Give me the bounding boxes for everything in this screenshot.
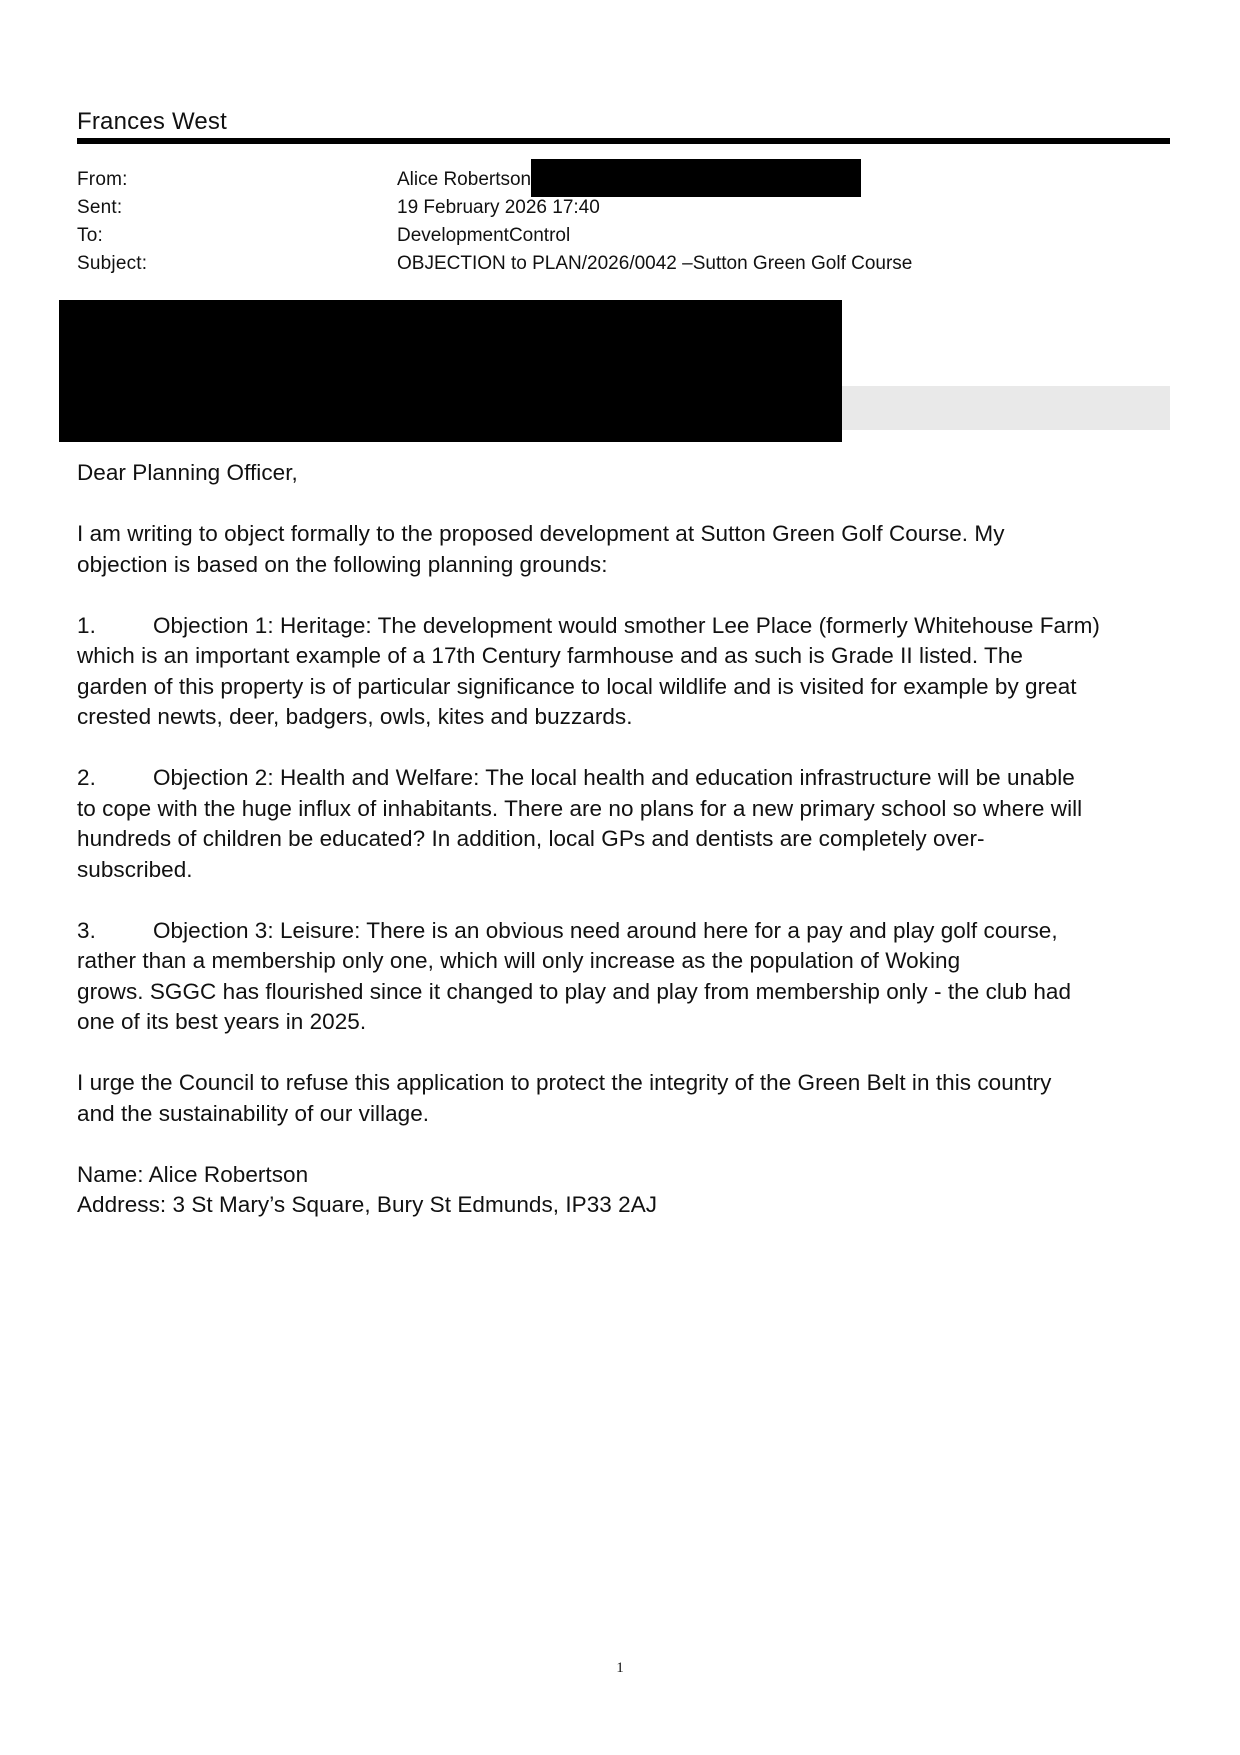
- subject-label: Subject:: [77, 253, 148, 274]
- objection-line: which is an important example of a 17th Century farmhouse and as such is Grade II listed. The: [77, 643, 1023, 668]
- greeting: Dear Planning Officer,: [77, 460, 298, 485]
- objection-line: Objection 3: Leisure: There is an obvious need around here for a pay and play golf course,: [153, 917, 1058, 943]
- objection-line: grows. SGGC has flourished since it changed to play and play from membership only - the club had: [77, 978, 1072, 1004]
- intro-line: I am writing to object formally to the proposed development at Sutton Green Golf Course. My: [77, 521, 1005, 546]
- subject-value: OBJECTION to PLAN/2026/0042 –Sutton Green Golf Course: [397, 253, 913, 274]
- to-row: [77, 222, 1170, 250]
- page-number: 1: [616, 1660, 624, 1676]
- signature-block: [77, 1160, 1177, 1221]
- objection-line: subscribed.: [77, 856, 193, 882]
- header-rule: [77, 138, 1170, 144]
- objection-number: 2.: [77, 765, 96, 790]
- objection-line: crested newts, deer, badgers, owls, kites and buzzards.: [77, 704, 633, 729]
- objection-2: [77, 763, 1177, 885]
- objection-number: 3.: [77, 917, 96, 943]
- objection-line: to cope with the huge influx of inhabitants. There are no plans for a new primary school so where will: [77, 795, 1083, 821]
- objection-3: [77, 916, 1177, 1038]
- objection-line: Objection 1: Heritage: The development would smother Lee Place (formerly Whitehouse Farm): [153, 612, 1100, 638]
- email-metadata: [77, 166, 1170, 278]
- sender-address-line: Address: 3 St Mary’s Square, Bury St Edmunds, IP33 2AJ: [77, 1192, 658, 1217]
- sent-value: 19 February 2026 17:40: [397, 197, 600, 218]
- objection-1: [77, 611, 1177, 733]
- to-value: DevelopmentControl: [397, 225, 571, 246]
- from-row: [77, 166, 1170, 194]
- from-value: Alice Robertson: [397, 169, 532, 190]
- letter-body: [77, 458, 1177, 1221]
- recipient-name-header: Frances West: [77, 108, 227, 135]
- objection-line: rather than a membership only one, which will only increase as the population of Woking: [77, 948, 961, 973]
- from-value-wrap: [397, 161, 861, 199]
- from-label: From:: [77, 169, 128, 190]
- closing-paragraph: [77, 1068, 1177, 1129]
- to-label: To:: [77, 225, 103, 246]
- closing-line: I urge the Council to refuse this application to protect the integrity of the Green Belt in this country: [77, 1070, 1052, 1095]
- redaction-email-address: [531, 159, 861, 197]
- sender-name-line: Name: Alice Robertson: [77, 1161, 309, 1187]
- closing-line: and the sustainability of our village.: [77, 1100, 430, 1126]
- objection-line: one of its best years in 2025.: [77, 1009, 367, 1034]
- subject-row: [77, 250, 1170, 278]
- intro-paragraph: [77, 519, 1177, 580]
- objection-line: Objection 2: Health and Welfare: The local health and education infrastructure will be unable: [153, 765, 1075, 790]
- objection-number: 1.: [77, 612, 96, 638]
- grey-banner: [842, 386, 1170, 430]
- intro-line: objection is based on the following planning grounds:: [77, 551, 608, 577]
- redaction-block: [59, 300, 842, 442]
- objection-line: garden of this property is of particular significance to local wildlife and is visited for example by great: [77, 673, 1077, 699]
- objection-line: hundreds of children be educated? In addition, local GPs and dentists are completely over-: [77, 826, 985, 851]
- sent-label: Sent:: [77, 197, 123, 218]
